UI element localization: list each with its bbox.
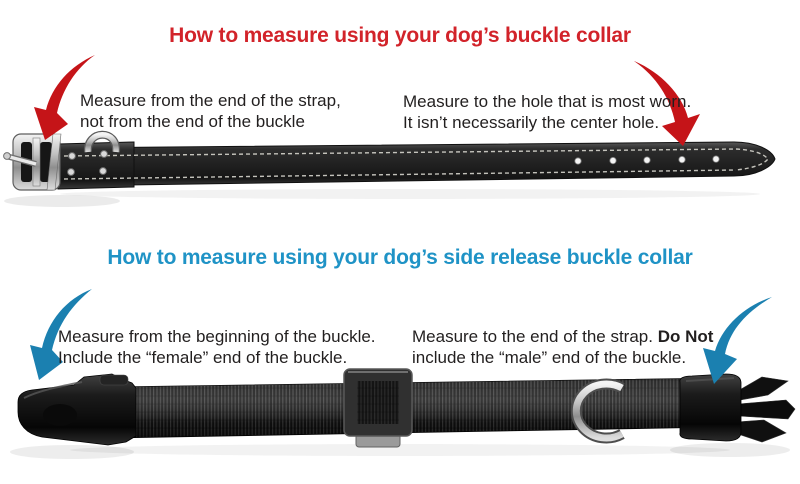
prong-top <box>736 377 788 400</box>
note-line: Measure to the hole that is most worn. <box>403 92 692 111</box>
female-buckle <box>18 374 136 445</box>
leather-strap <box>58 142 775 186</box>
note-line: It isn’t necessarily the center hole. <box>403 113 660 132</box>
male-buckle <box>680 374 795 442</box>
pin-end <box>4 153 11 160</box>
prong-middle <box>738 400 795 419</box>
leather-fold <box>58 142 134 189</box>
buckle-left-note <box>80 90 341 132</box>
male-buckle-shadow <box>670 443 790 457</box>
metal-buckle <box>4 134 61 190</box>
buckle-collar-title: How to measure using your dog’s buckle collar <box>169 24 631 47</box>
note-line: Include the “female” end of the buckle. <box>58 348 348 367</box>
note-line: Measure to the end of the strap. Do Not <box>412 327 714 346</box>
side-release-collar-title: How to measure using your dog’s side release buckle collar <box>107 246 693 269</box>
note-line: Measure from the end of the strap, <box>80 91 341 110</box>
side-release-collar-photo <box>10 369 795 459</box>
side-release-left-note <box>58 326 376 368</box>
collar-shadow <box>60 189 760 199</box>
buckle-right-note <box>403 91 691 133</box>
note-line: Measure from the beginning of the buckle. <box>58 327 376 346</box>
prong-bottom <box>736 420 786 442</box>
female-buckle-shadow <box>10 445 134 459</box>
note-line: include the “male” end of the buckle. <box>412 348 687 367</box>
buckle-collar-photo <box>4 134 775 207</box>
buckle-shadow <box>4 195 120 207</box>
slider-buckle <box>344 369 412 447</box>
side-release-right-note <box>412 326 713 368</box>
do-not-emphasis: Do Not <box>657 327 714 346</box>
note-line: not from the end of the buckle <box>80 112 305 131</box>
